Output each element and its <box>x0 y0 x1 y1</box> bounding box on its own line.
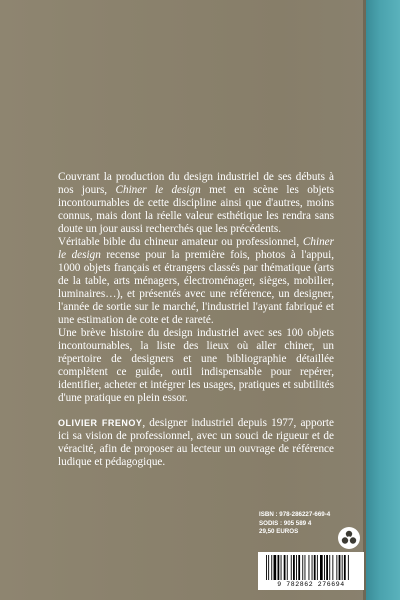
author-bio: OLIVIER FRENOY, designer industriel depuis 1977, apporte ici sa vision de professionnel, avec un souci de rigueur et de véracité, afin de proposer au lecteur un ouvrage de référence ludique et pédagogique. <box>58 417 334 468</box>
blurb-text <box>58 171 334 469</box>
teal-stripe <box>366 0 400 600</box>
price-line: 29,50 EUROS <box>259 528 299 535</box>
barcode-bar <box>284 555 286 580</box>
barcode <box>258 552 364 590</box>
barcode-bar <box>281 555 282 580</box>
barcode-bar <box>268 555 269 580</box>
barcode-bar <box>342 555 343 580</box>
book-title-ref: Chiner le design <box>58 236 334 261</box>
barcode-bar <box>326 555 328 580</box>
barcode-bar <box>302 555 303 580</box>
book-title-ref: Chiner le design <box>115 184 201 196</box>
publisher-logo-icon <box>337 526 361 550</box>
barcode-bar <box>339 555 341 580</box>
barcode-bar <box>274 555 277 580</box>
sodis-line: SODIS : 905 589 4 <box>259 519 312 527</box>
barcode-bar <box>314 555 316 580</box>
barcode-bar <box>271 555 272 580</box>
barcode-bar <box>348 555 349 580</box>
barcode-bar <box>278 555 280 580</box>
paragraph-1: Couvrant la production du design industriel de ses débuts à nos jours, Chiner le design met en scène les objets incontournables de cette discipline ainsi que d'autres, moins connus, mais dont la réelle valeur esthétique les rendra sans doute un jour aussi recherchés que les précédents. <box>58 171 334 235</box>
paragraph-3: Une brève histoire du design industriel avec ses 100 objets incontournables, la liste des lieux où aller chiner, un répertoire de designers et une bibliographie détaillée complètent ce guide, outil indispensable pour repérer, identifier, acheter et intégrer les usages, pratiques et subtilités d'une pratique en plein essor. <box>58 327 334 404</box>
barcode-bar <box>324 555 325 580</box>
barcode-bar <box>312 555 313 580</box>
barcode-bar <box>266 555 267 580</box>
barcode-number: 9 782862 276694 <box>277 581 345 588</box>
barcode-bar <box>344 555 346 580</box>
barcode-bar <box>317 555 318 580</box>
barcode-bar <box>305 555 306 580</box>
isbn-line: ISBN : 978-286227-669-4 <box>259 511 331 518</box>
barcode-bar <box>291 555 292 580</box>
paragraph-2: Véritable bible du chineur amateur ou professionnel, Chiner le design recense pour la première fois, photos à l'appui, 1000 objets français et étrangers classés par thématique (arts de la table, arts ménagers, électroménager, sièges, mobilier, luminaires…), et présentés avec une référence, un designer, l'année de sortie sur le marché, l'industriel l'ayant fabriqué et une estimation de cote et de rareté. <box>58 236 334 326</box>
barcode-bar <box>332 555 333 580</box>
barcode-bar <box>309 555 310 580</box>
barcode-bars <box>258 552 364 581</box>
barcode-bar <box>336 555 337 580</box>
barcode-bar <box>320 555 323 580</box>
barcode-bar <box>329 555 330 580</box>
barcode-bar <box>287 555 288 580</box>
author-name: OLIVIER FRENOY <box>58 418 143 428</box>
barcode-bar <box>293 555 295 580</box>
barcode-bar <box>298 555 300 580</box>
barcode-bar <box>296 555 297 580</box>
